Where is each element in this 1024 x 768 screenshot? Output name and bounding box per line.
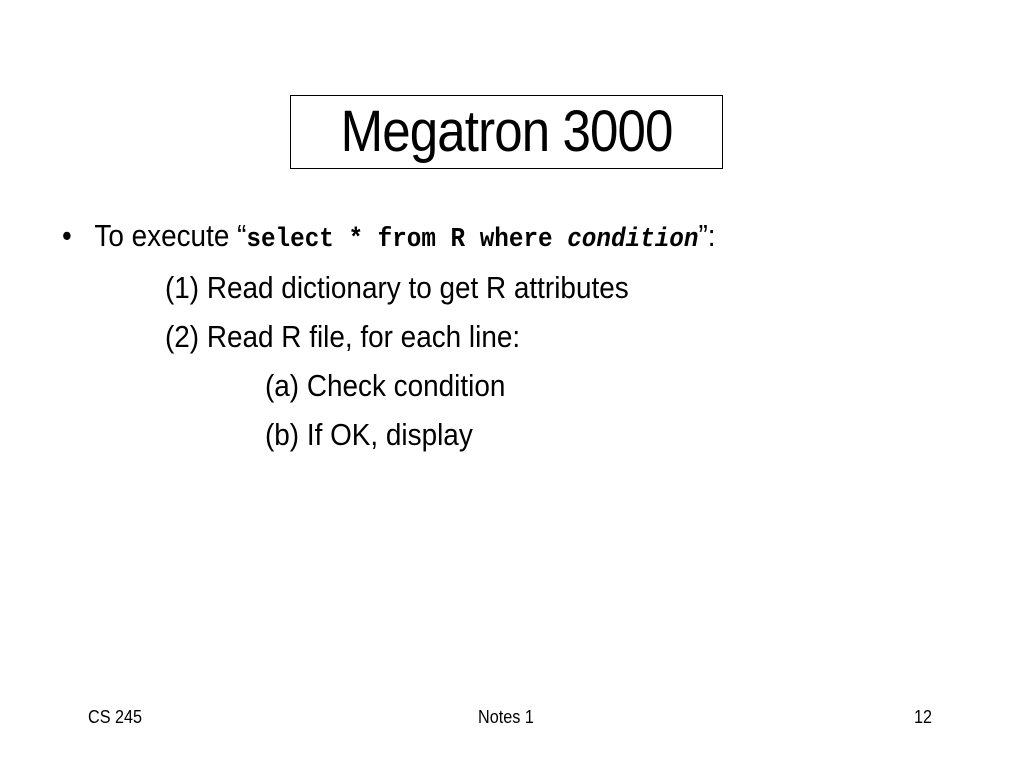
- substep-a: (a) Check condition: [265, 368, 506, 403]
- bullet-suffix: ”:: [698, 218, 716, 253]
- sql-code: [246, 225, 698, 255]
- bullet-marker: •: [62, 218, 72, 253]
- step-1: (1) Read dictionary to get R attributes: [165, 270, 629, 305]
- substep-b: (b) If OK, display: [265, 417, 473, 452]
- footer-notes: Notes 1: [478, 707, 534, 727]
- slide-title-box: [290, 95, 723, 169]
- footer-page-number: 12: [914, 707, 933, 727]
- step-2: (2) Read R file, for each line:: [165, 319, 521, 354]
- sql-code-main: select * from R where: [246, 225, 568, 255]
- slide-title: Megatron 3000: [340, 99, 673, 164]
- footer-course: CS 245: [88, 707, 143, 727]
- bullet-prefix: To execute “: [94, 218, 247, 253]
- bullet-item: [62, 218, 715, 255]
- sql-code-condition: condition: [567, 225, 699, 255]
